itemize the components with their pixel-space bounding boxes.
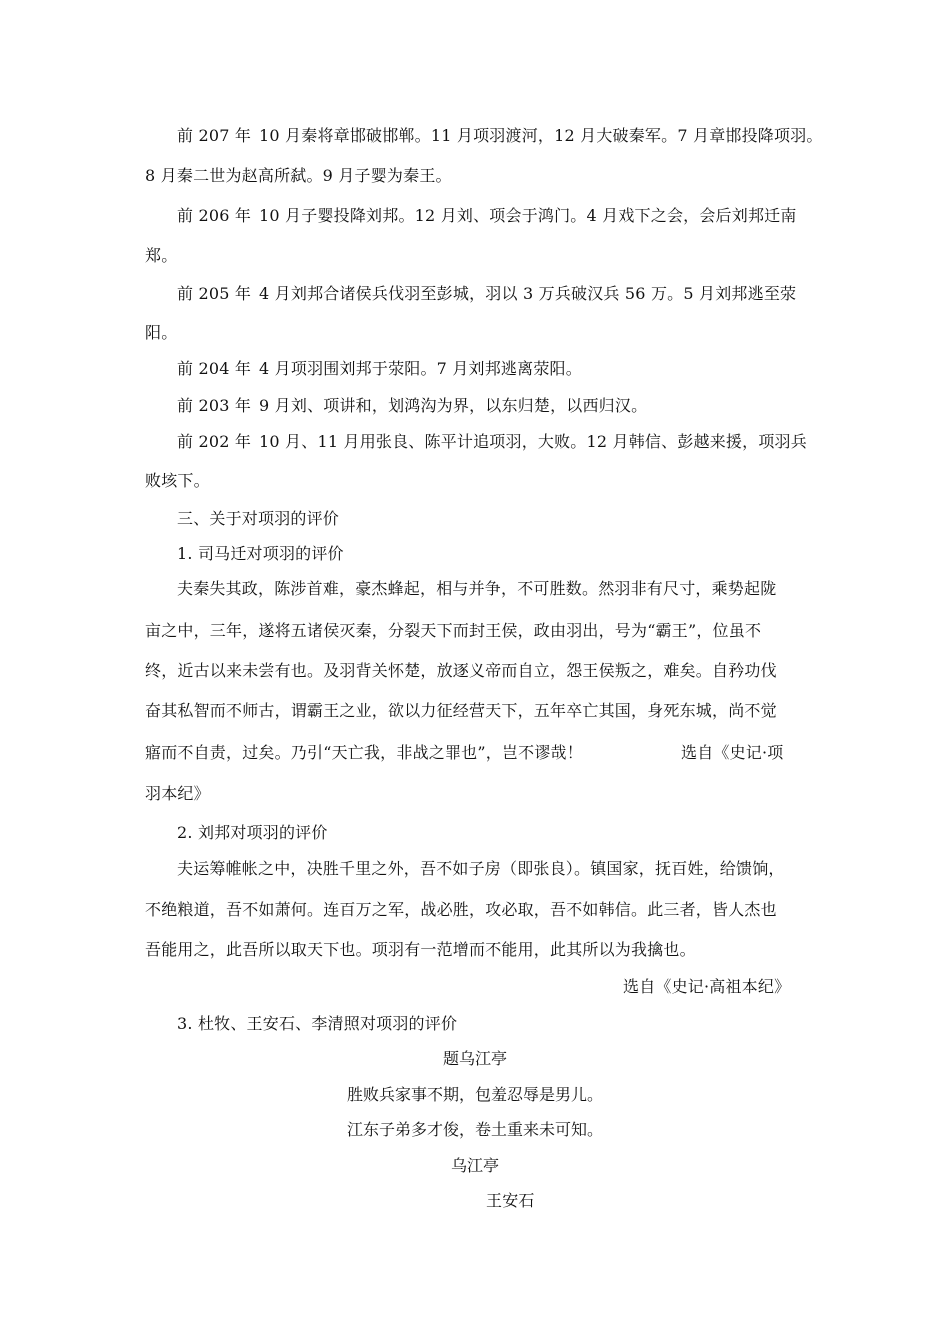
timeline-year: 前 202 年 — [177, 432, 252, 451]
timeline-year: 前 204 年 — [177, 359, 252, 378]
subsection-title: 3. 杜牧、王安石、李清照对项羽的评价 — [177, 1014, 458, 1033]
timeline-continuation: 郑。 — [145, 246, 178, 265]
timeline-text: 4 月刘邦合诸侯兵伐羽至彭城，羽以 3 万兵破汉兵 56 万。5 月刘邦逃至荥 — [259, 284, 797, 303]
paragraph-line: 亩之中，三年，遂将五诸侯灭秦，分裂天下而封王侯，政由羽出，号为“霸王”，位虽不 — [145, 621, 762, 640]
paragraph-line: 夫运筹帷帐之中，决胜千里之外，吾不如子房（即张良）。镇国家，抚百姓，给馈饷， — [177, 859, 785, 878]
paragraph-line: 寤而不自责，过矣。乃引“天亡我，非战之罪也”，岂不谬哉！ — [145, 743, 583, 762]
citation-source: 羽本纪》 — [145, 784, 210, 803]
timeline-text: 10 月、11 月用张良、陈平计追项羽，大败。12 月韩信、彭越来援，项羽兵 — [259, 432, 807, 451]
timeline-continuation: 8 月秦二世为赵高所弑。9 月子婴为秦王。 — [145, 166, 452, 185]
paragraph-line: 终，近古以来未尝有也。及羽背关怀楚，放逐义帝而自立，怨王侯叛之，难矣。自矜功伐 — [145, 661, 777, 680]
timeline-year: 前 205 年 — [177, 284, 252, 303]
timeline-text: 9 月刘、项讲和，划鸿沟为界，以东归楚，以西归汉。 — [259, 396, 648, 415]
poem-author: 王安石 — [486, 1191, 535, 1210]
timeline-text: 10 月子婴投降刘邦。12 月刘、项会于鸿门。4 月戏下之会，会后刘邦迁南 — [259, 206, 797, 225]
paragraph-line: 不绝粮道，吾不如萧何。连百万之军，战必胜，攻必取，吾不如韩信。此三者，皆人杰也 — [145, 900, 777, 919]
timeline-entry — [177, 205, 797, 227]
citation-source: 选自《史记·项 — [681, 743, 784, 762]
timeline-continuation: 阳。 — [145, 323, 178, 342]
paragraph-line: 吾能用之，此吾所以取天下也。项羽有一范增而不能用，此其所以为我擒也。 — [145, 940, 696, 959]
subsection-title: 2. 刘邦对项羽的评价 — [177, 823, 328, 842]
section-heading: 三、关于对项羽的评价 — [177, 509, 340, 528]
timeline-entry — [177, 358, 582, 380]
timeline-entry — [177, 431, 807, 453]
timeline-text: 4 月项羽围刘邦于荥阳。7 月刘邦逃离荥阳。 — [259, 359, 582, 378]
poem-title: 乌江亭 — [450, 1156, 499, 1175]
timeline-text: 10 月秦将章邯破邯郸。11 月项羽渡河，12 月大破秦军。7 月章邯投降项羽。 — [259, 126, 823, 145]
timeline-entry — [177, 125, 823, 147]
paragraph-line: 奋其私智而不师古，谓霸王之业，欲以力征经营天下，五年卒亡其国，身死东城，尚不觉 — [145, 701, 777, 720]
poem-title: 题乌江亭 — [442, 1049, 507, 1068]
subsection-title: 1. 司马迁对项羽的评价 — [177, 544, 344, 563]
paragraph-line: 夫秦失其政，陈涉首难，豪杰蜂起，相与并争，不可胜数。然羽非有尺寸，乘势起陇 — [177, 579, 777, 598]
timeline-entry — [177, 395, 647, 417]
citation-source: 选自《史记·高祖本纪》 — [623, 977, 791, 996]
poem-line: 江东子弟多才俊，卷土重来未可知。 — [346, 1120, 603, 1139]
timeline-entry — [177, 283, 796, 305]
timeline-year: 前 207 年 — [177, 126, 252, 145]
poem-line: 胜败兵家事不期，包羞忍辱是男儿。 — [346, 1085, 603, 1104]
timeline-continuation: 败垓下。 — [145, 471, 210, 490]
timeline-year: 前 203 年 — [177, 396, 252, 415]
timeline-year: 前 206 年 — [177, 206, 252, 225]
